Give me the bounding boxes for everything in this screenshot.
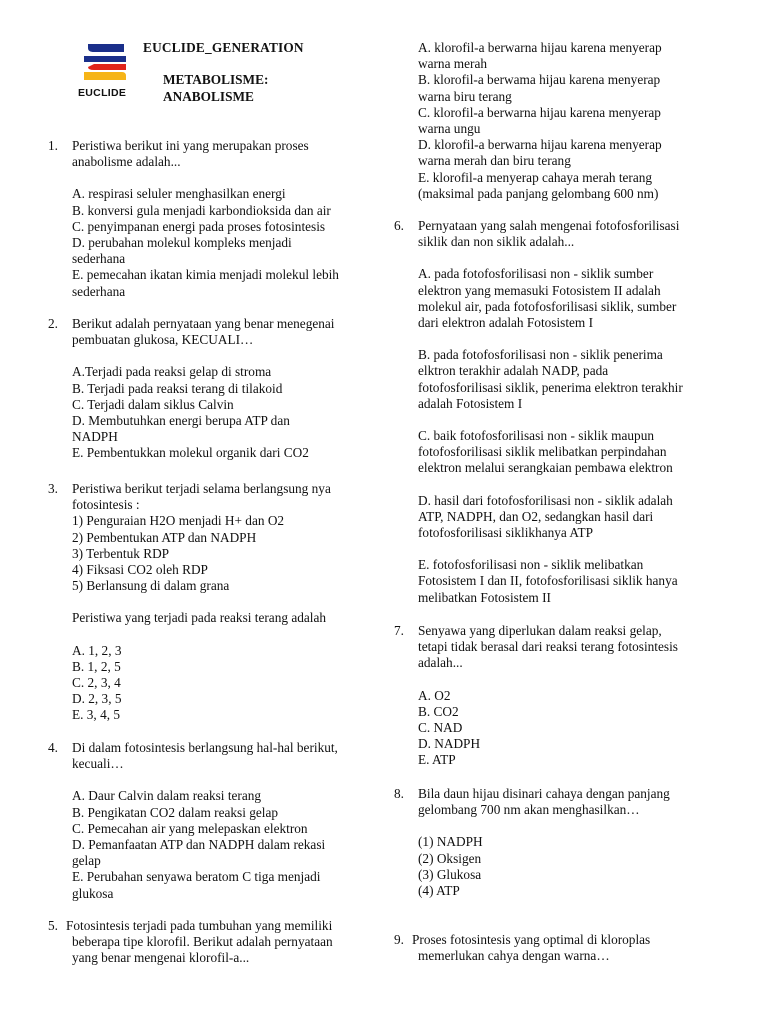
option-c: C. penyimpanan energi pada proses fotosintesis bbox=[72, 218, 326, 234]
option-d-cont: gelap bbox=[72, 853, 101, 869]
question-7 bbox=[394, 623, 724, 769]
option-a: A.Terjadi pada reaksi gelap di stroma bbox=[72, 364, 272, 380]
option-a-cont: warna merah bbox=[418, 56, 488, 72]
option-2: (2) Oksigen bbox=[418, 850, 482, 866]
option-4: (4) ATP bbox=[418, 883, 460, 899]
option-d: D. NADPH bbox=[418, 736, 481, 752]
question-9-stem bbox=[394, 932, 724, 964]
question-1-stem bbox=[48, 138, 378, 170]
question-3-stem bbox=[48, 481, 378, 594]
option-c bbox=[394, 428, 724, 477]
question-2-stem bbox=[48, 316, 378, 348]
question-number: 2. bbox=[48, 316, 58, 331]
option-b-cont: warna biru terang bbox=[418, 88, 512, 104]
statement-3: 3) Terbentuk RDP bbox=[72, 545, 170, 561]
stem-line: pembuatan glukosa, KECUALI… bbox=[72, 332, 254, 348]
option-b: B. CO2 bbox=[418, 703, 459, 719]
option-1: (1) NADPH bbox=[418, 834, 483, 850]
option-e: E. klorofil-a menyerap cahaya merah terang bbox=[418, 169, 653, 185]
question-number: 3. bbox=[48, 481, 58, 496]
stem-line: gelombang 700 nm akan menghasilkan… bbox=[418, 802, 640, 818]
stem-line: adalah... bbox=[418, 655, 463, 671]
stem-line: tetapi tidak berasal dari reaksi terang fotosintesis bbox=[418, 639, 678, 655]
option-c: C. Terjadi dalam siklus Calvin bbox=[72, 396, 234, 412]
document-title bbox=[163, 72, 268, 105]
option-line: adalah Fotosistem I bbox=[418, 395, 523, 411]
option-b: B. konversi gula menjadi karbondioksida dan air bbox=[72, 202, 331, 218]
stem-line: siklik dan non siklik adalah... bbox=[418, 234, 575, 250]
question-5-stem bbox=[48, 918, 378, 967]
option-e-cont: glukosa bbox=[72, 885, 114, 901]
question-1 bbox=[48, 138, 378, 300]
question-number: 4. bbox=[48, 740, 58, 755]
euclide-logo bbox=[80, 40, 130, 100]
stem-line: kecuali… bbox=[72, 756, 124, 772]
option-d: D. klorofil-a berwarna hijau karena menyerap bbox=[418, 137, 662, 153]
question-3 bbox=[48, 481, 378, 724]
option-3: (3) Glukosa bbox=[418, 866, 482, 882]
option-e bbox=[394, 557, 724, 606]
option-d: D. Pemanfaatan ATP dan NADPH dalam rekasi bbox=[72, 837, 326, 853]
option-c: C. klorofil-a berwarna hijau karena menyerap bbox=[418, 104, 661, 120]
option-line: A. pada fotofosforilisasi non - siklik sumber bbox=[418, 266, 654, 282]
option-d-cont: sederhana bbox=[72, 251, 126, 267]
option-line: fotofosforilisasi siklik melibatkan perpindahan bbox=[418, 444, 667, 460]
option-a bbox=[394, 266, 724, 331]
logo-text: EUCLIDE bbox=[78, 87, 127, 99]
statement-5: 5) Berlansung di dalam grana bbox=[72, 578, 230, 594]
stem-line: Di dalam fotosintesis berlangsung hal-hal berikut, bbox=[72, 740, 338, 755]
question-number: 5. bbox=[48, 918, 58, 933]
option-a: A. 1, 2, 3 bbox=[72, 642, 122, 658]
option-line: molekul air, pada fotofosforilisasi siklik, sumber bbox=[418, 298, 677, 314]
option-line: ATP, NADPH, dan O2, sedangkan hasil dari bbox=[418, 508, 654, 524]
question-4-options bbox=[48, 788, 378, 901]
stem-line: Berikut adalah pernyataan yang benar menegenai bbox=[72, 316, 335, 331]
question-3-options bbox=[48, 643, 378, 724]
question-1-options bbox=[48, 186, 378, 299]
question-8-stem bbox=[394, 786, 724, 818]
stem-line: Fotosintesis terjadi pada tumbuhan yang memiliki bbox=[66, 918, 333, 933]
option-e: E. Pembentukkan molekul organik dari CO2 bbox=[72, 445, 309, 461]
question-number: 7. bbox=[394, 623, 404, 638]
option-a: A. klorofil-a berwarna hijau karena menyerap bbox=[418, 40, 662, 55]
statement-1: 1) Penguraian H2O menjadi H+ dan O2 bbox=[72, 513, 285, 529]
option-b: B. Terjadi pada reaksi terang di tilakoid bbox=[72, 380, 283, 396]
option-e: E. ATP bbox=[418, 752, 456, 768]
option-b: B. klorofil-a berwama hijau karena menyerap bbox=[418, 72, 661, 88]
brand-name: EUCLIDE_GENERATION bbox=[143, 40, 304, 55]
stem-line: Proses fotosintesis yang optimal di kloroplas bbox=[412, 932, 651, 947]
option-line: elktron terakhir adalah NADP, pada bbox=[418, 363, 609, 379]
option-d bbox=[394, 493, 724, 542]
stem-line: yang benar mengenai klorofil-a... bbox=[72, 950, 250, 966]
option-e: E. Perubahan senyawa beratom C tiga menjadi bbox=[72, 869, 321, 885]
question-5-options-list bbox=[394, 40, 724, 202]
option-line: elektron melalui serangkaian pembawa elektron bbox=[418, 460, 673, 476]
option-line: fotofosforilisasi siklik, penerima elektron terakhir bbox=[418, 379, 683, 395]
option-b: B. 1, 2, 5 bbox=[72, 658, 121, 674]
stem-line: Senyawa yang diperlukan dalam reaksi gelap, bbox=[418, 623, 662, 638]
question-3-prompt: Peristiwa yang terjadi pada reaksi terang adalah bbox=[72, 610, 327, 626]
question-5-options bbox=[394, 40, 724, 202]
question-4 bbox=[48, 740, 378, 902]
stem-line: fotosintesis : bbox=[72, 497, 140, 513]
stem-line: Bila daun hijau disinari cahaya dengan panjang bbox=[418, 786, 670, 801]
option-line: E. fotofosforilisasi non - siklik melibatkan bbox=[418, 557, 644, 573]
option-c: C. NAD bbox=[418, 720, 463, 736]
option-e: E. 3, 4, 5 bbox=[72, 707, 121, 723]
question-7-stem bbox=[394, 623, 724, 672]
option-d: D. 2, 3, 5 bbox=[72, 691, 122, 707]
option-line: elektron yang memasuki Fotosistem II adalah bbox=[418, 282, 661, 298]
option-c: C. 2, 3, 4 bbox=[72, 675, 121, 691]
option-line: C. baik fotofosforilisasi non - siklik maupun bbox=[418, 428, 655, 444]
question-2 bbox=[48, 316, 378, 462]
option-d-cont: NADPH bbox=[72, 429, 118, 445]
stem-line: beberapa tipe klorofil. Berikut adalah pernyataan bbox=[72, 934, 333, 950]
option-line: fotofosforilisasi siklikhanya ATP bbox=[418, 525, 594, 541]
stem-line: anabolisme adalah... bbox=[72, 154, 181, 170]
option-line: melibatkan Fotosistem II bbox=[418, 589, 551, 605]
question-7-options bbox=[394, 688, 724, 769]
stem-line: Peristiwa berikut terjadi selama berlangsung nya bbox=[72, 481, 331, 496]
option-e-cont: (maksimal pada panjang gelombang 600 nm) bbox=[418, 185, 659, 201]
title-line-1: METABOLISME: bbox=[163, 72, 269, 87]
option-line: Fotosistem I dan II, fotofosforilisasi siklik hanya bbox=[418, 573, 678, 589]
question-number: 1. bbox=[48, 138, 58, 153]
question-8-options bbox=[394, 834, 724, 899]
option-b: B. Pengikatan CO2 dalam reaksi gelap bbox=[72, 804, 279, 820]
option-a: A. respirasi seluler menghasilkan energi bbox=[72, 186, 286, 202]
option-line: D. hasil dari fotofosforilisasi non - siklik adalah bbox=[418, 492, 673, 508]
option-b bbox=[394, 347, 724, 412]
option-d: D. Membutuhkan energi berupa ATP dan bbox=[72, 413, 290, 429]
question-6-stem bbox=[394, 218, 724, 250]
question-8 bbox=[394, 786, 724, 899]
stem-line: memerlukan cahya dengan warna… bbox=[418, 948, 610, 964]
question-4-stem bbox=[48, 740, 378, 772]
statement-4: 4) Fiksasi CO2 oleh RDP bbox=[72, 562, 208, 578]
question-number: 8. bbox=[394, 786, 404, 801]
question-2-options bbox=[48, 364, 378, 461]
option-line: dari elektron adalah Fotosistem I bbox=[418, 315, 594, 331]
option-c: C. Pemecahan air yang melepaskan elektron bbox=[72, 820, 308, 836]
option-e: E. pemecahan ikatan kimia menjadi molekul lebih bbox=[72, 267, 339, 283]
option-a: A. Daur Calvin dalam reaksi terang bbox=[72, 788, 262, 804]
question-6 bbox=[394, 218, 724, 606]
question-number: 9. bbox=[394, 932, 404, 947]
option-e-cont: sederhana bbox=[72, 283, 126, 299]
option-d-cont: warna merah dan biru terang bbox=[418, 153, 571, 169]
question-number: 6. bbox=[394, 218, 404, 233]
option-a: A. O2 bbox=[418, 687, 451, 703]
stem-line: Pernyataan yang salah mengenai fotofosforilisasi bbox=[418, 218, 680, 233]
statement-2: 2) Pembentukan ATP dan NADPH bbox=[72, 529, 257, 545]
option-line: B. pada fotofosforilisasi non - siklik penerima bbox=[418, 347, 663, 363]
stem-line: Peristiwa berikut ini yang merupakan proses bbox=[72, 138, 309, 153]
question-9 bbox=[394, 932, 724, 964]
option-d: D. perubahan molekul kompleks menjadi bbox=[72, 235, 292, 251]
option-c-cont: warna ungu bbox=[418, 121, 481, 137]
question-5 bbox=[48, 918, 378, 967]
title-line-2: ANABOLISME bbox=[163, 88, 254, 104]
